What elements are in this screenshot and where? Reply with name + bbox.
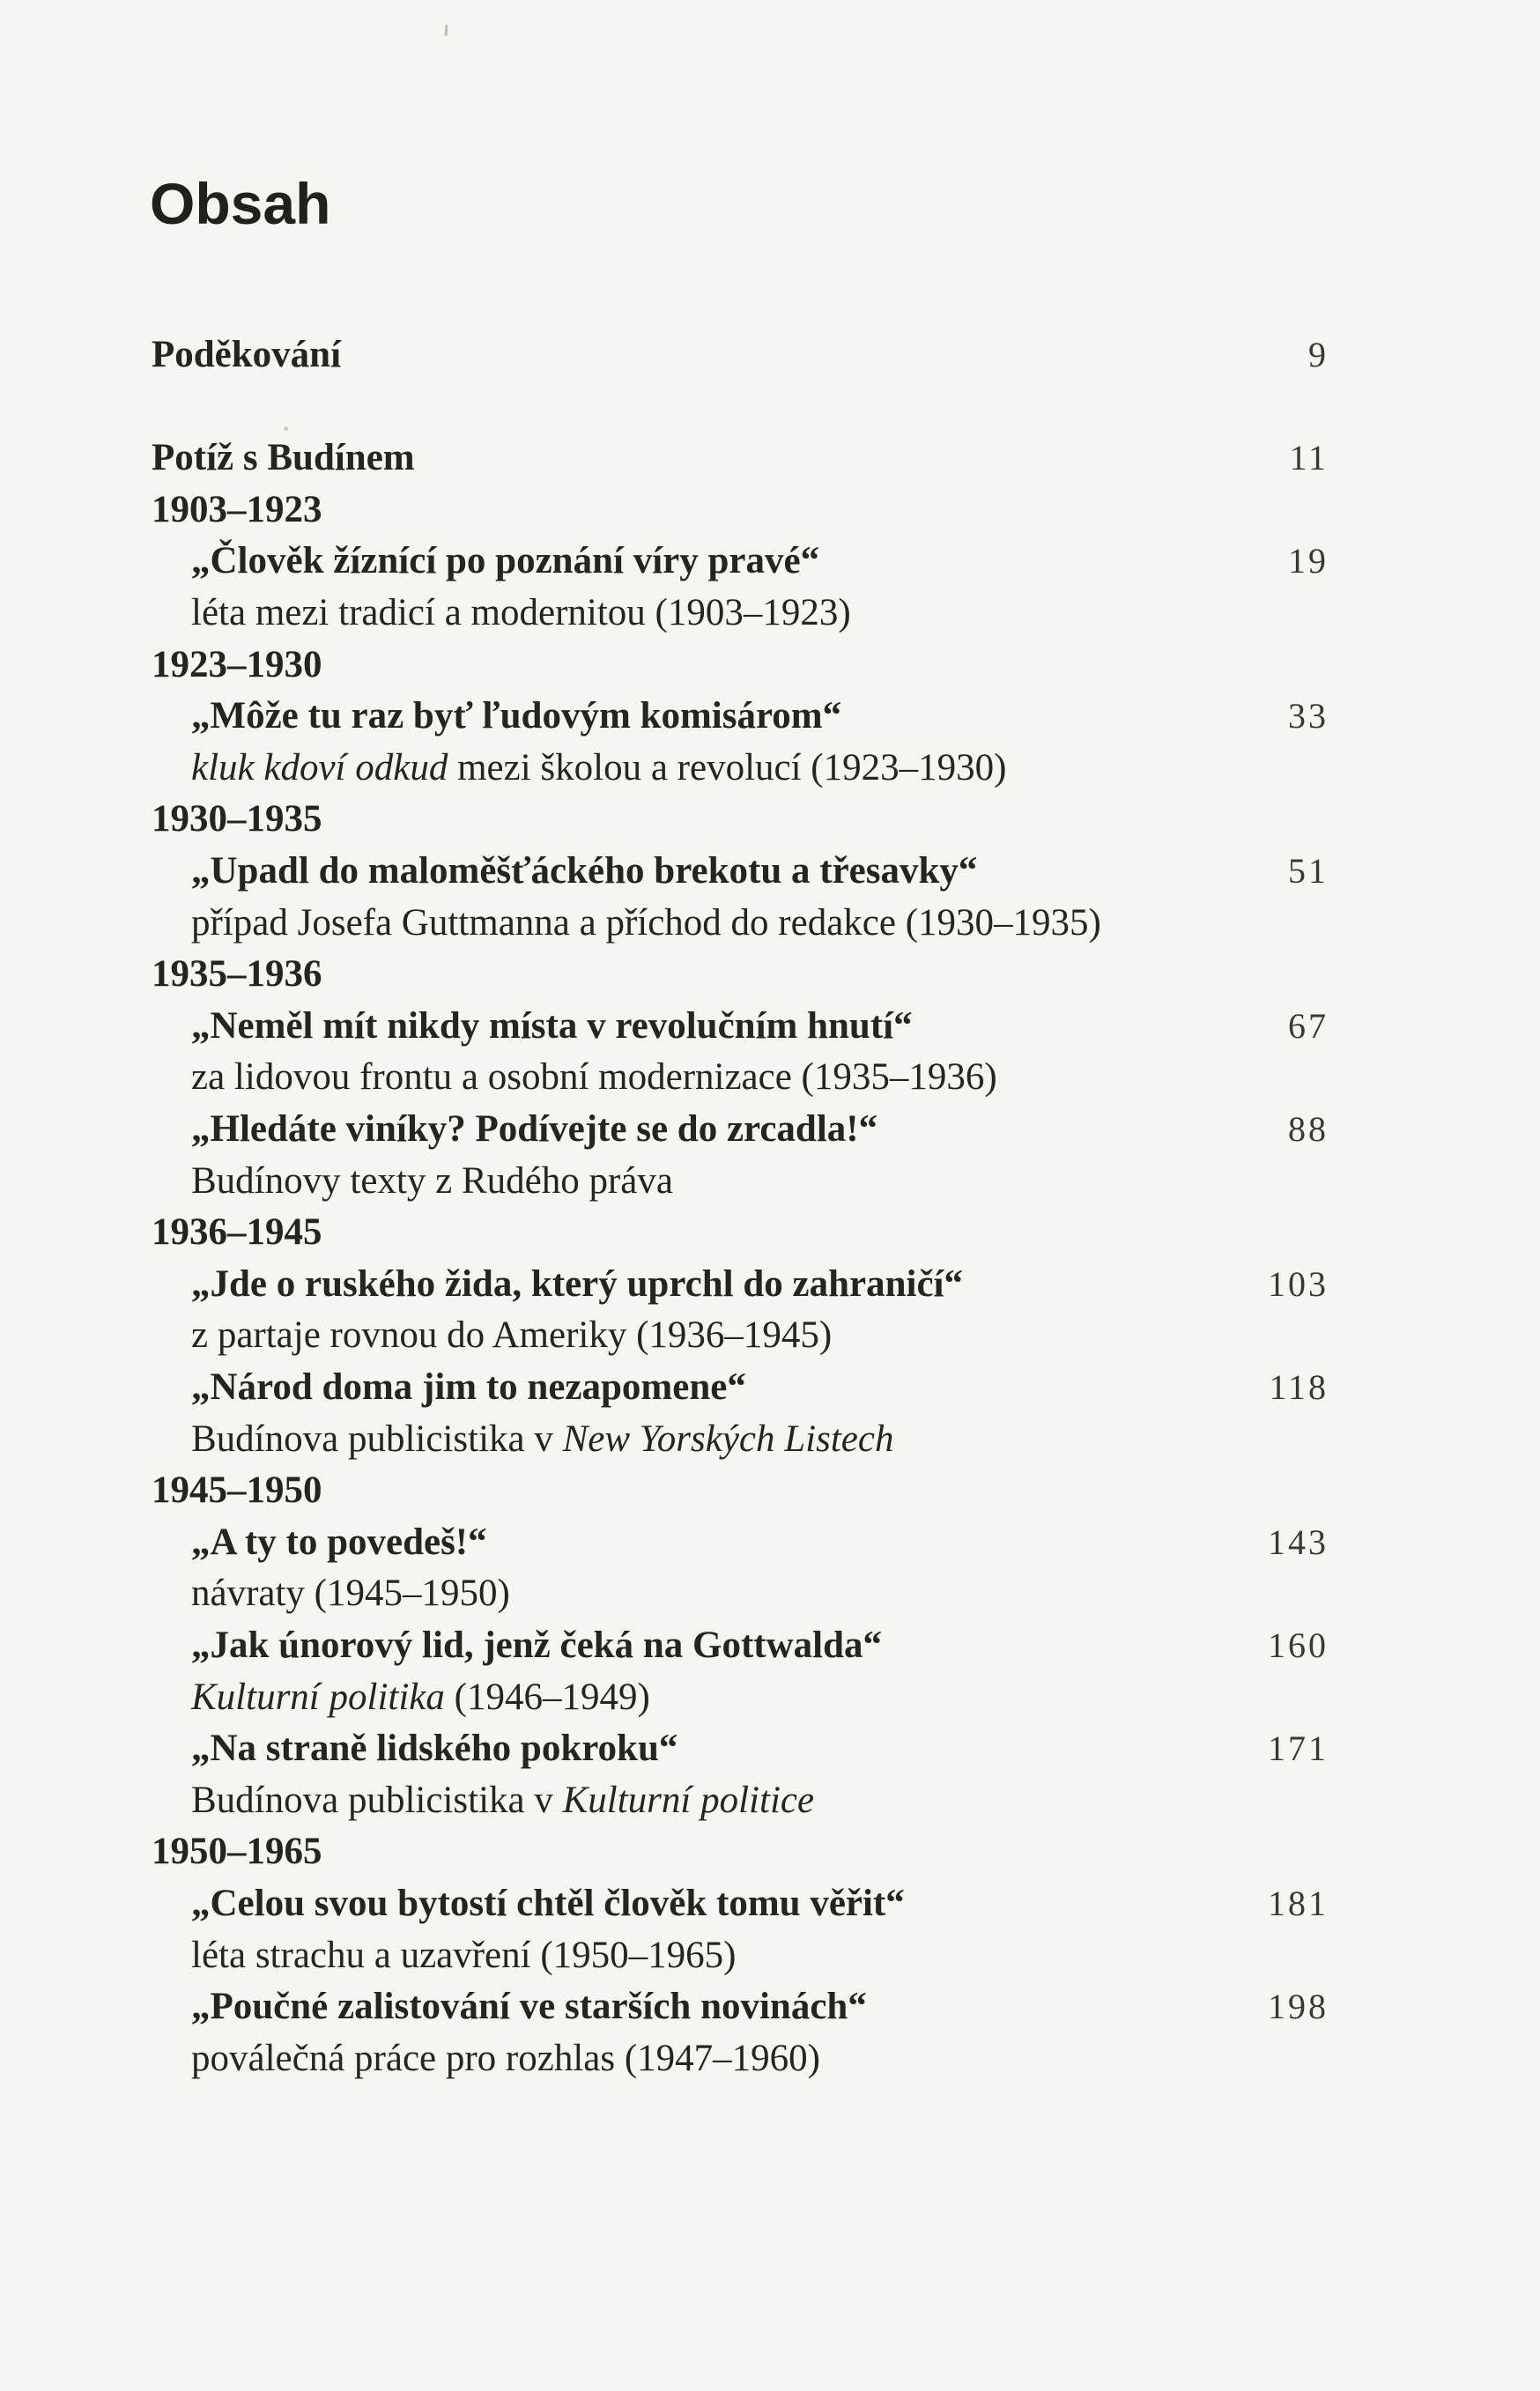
- toc-entry-segment: „Národ doma jim to nezapomene“: [191, 1366, 746, 1408]
- toc-entry-text: [191, 1981, 867, 2032]
- toc-entry-segment: 1936–1945: [152, 1211, 322, 1253]
- toc-entry-segment: Potíž s Budínem: [152, 437, 415, 478]
- toc-entry-segment: „Upadl do maloměšťáckého brekotu a třesavky“: [191, 850, 978, 892]
- toc-page-number: 198: [1268, 1987, 1329, 2026]
- toc-entry-segment: poválečná práce pro rozhlas (1947–1960): [191, 2038, 820, 2079]
- toc-entry-text: [191, 898, 1101, 949]
- toc-page-number: 88: [1288, 1109, 1329, 1149]
- toc-row: [152, 536, 1329, 587]
- toc-row: [152, 743, 1326, 794]
- toc-entry-segment: mezi školou a revolucí (1923–1930): [448, 747, 1007, 788]
- toc-entry-text: [152, 1465, 322, 1516]
- toc-row: [152, 1052, 1326, 1103]
- toc-entry-text: [191, 1156, 673, 1207]
- toc-entry-text: [191, 1517, 487, 1568]
- toc-entry-segment-italic: kluk kdoví odkud: [191, 747, 448, 788]
- toc-entry-text: [191, 1930, 736, 1981]
- toc-entry-segment: Budínova publicistika v: [191, 1780, 563, 1821]
- toc-page-number: 118: [1269, 1367, 1329, 1407]
- toc-entry-segment: Poděkování: [152, 334, 342, 375]
- toc-page-number: 51: [1288, 851, 1329, 891]
- toc-entry-segment: případ Josefa Guttmanna a příchod do redakce (1930–1935): [191, 902, 1101, 944]
- toc-row: [152, 846, 1329, 897]
- toc-entry-segment: „Hledáte viníky? Podívejte se do zrcadla!“: [191, 1108, 878, 1150]
- toc-entry-segment: 1930–1935: [152, 798, 322, 840]
- toc-row: [152, 1981, 1329, 2032]
- toc-row: [152, 898, 1326, 949]
- toc-entry-text: [191, 536, 819, 587]
- toc-entry-segment: „Môže tu raz byť ľudovým komisárom“: [191, 695, 842, 737]
- toc-row: [152, 794, 1326, 845]
- scan-speck: [284, 426, 288, 431]
- toc-row: [152, 588, 1326, 639]
- toc-page-number: 33: [1288, 696, 1329, 736]
- toc-row: [152, 1001, 1329, 1052]
- toc-entry-segment: 1923–1930: [152, 644, 322, 685]
- toc-entry-text: [191, 1104, 877, 1155]
- toc-entry-segment-italic: Kulturní politika: [191, 1677, 445, 1718]
- toc-entry-segment-italic: Kulturní politice: [562, 1780, 815, 1821]
- toc-entry-segment: (1946–1949): [444, 1677, 650, 1718]
- toc-entry-text: [191, 2033, 820, 2084]
- toc-row: [152, 1207, 1326, 1258]
- toc-entry-text: [191, 1362, 746, 1413]
- toc-row: [152, 640, 1326, 691]
- toc-entry-text: [191, 588, 851, 639]
- toc-row: [152, 1517, 1329, 1568]
- toc-page-number: 171: [1268, 1728, 1329, 1768]
- toc-row: [152, 1465, 1326, 1516]
- toc-entry-segment: „A ty to povedeš!“: [191, 1521, 487, 1563]
- toc-entry-segment: „Poučné zalistování ve starších novinách“: [191, 1986, 867, 2027]
- toc-row: [152, 949, 1326, 1000]
- toc-row: [152, 1310, 1326, 1361]
- toc-entry-segment: „Jak únorový lid, jenž čeká na Gottwalda“: [191, 1625, 883, 1666]
- toc-row: [152, 1878, 1329, 1929]
- toc-page-number: 11: [1289, 438, 1329, 477]
- toc-entry-segment: 1945–1950: [152, 1469, 322, 1511]
- toc-row: [152, 1568, 1326, 1619]
- toc-entry-segment-italic: New Yorských Listech: [562, 1418, 894, 1460]
- toc-row: [152, 1362, 1329, 1413]
- toc-entry-segment: léta mezi tradicí a modernitou (1903–1923): [191, 592, 851, 633]
- toc-entry-text: [191, 1620, 882, 1671]
- toc-page-number: 160: [1268, 1625, 1329, 1665]
- toc-entry-segment: Budínova publicistika v: [191, 1418, 563, 1460]
- toc-entry-segment: návraty (1945–1950): [191, 1573, 510, 1614]
- toc-entry-text: [191, 1878, 905, 1929]
- toc-page-number: 103: [1268, 1264, 1329, 1304]
- toc-entry-segment: „Neměl mít nikdy místa v revolučním hnutí“: [191, 1005, 913, 1047]
- toc-entry-segment: 1903–1923: [152, 489, 322, 530]
- toc-entry-text: [191, 1672, 650, 1723]
- toc-entry-text: [152, 1826, 322, 1877]
- toc-row: [152, 1156, 1326, 1207]
- toc-entry-segment: „Jde o ruského žida, který uprchl do zahraničí“: [191, 1263, 963, 1305]
- toc-row: [152, 1775, 1326, 1826]
- toc-row: [152, 433, 1329, 484]
- toc-entry-text: [191, 743, 1006, 794]
- toc-entry-text: [191, 1568, 510, 1619]
- toc-row: [152, 2033, 1326, 2084]
- toc-page-number: 19: [1288, 541, 1329, 581]
- toc-row: [152, 1104, 1329, 1155]
- toc-page-number: 143: [1268, 1522, 1329, 1562]
- toc-entry-text: [191, 1414, 893, 1465]
- toc-row: [152, 329, 1329, 381]
- toc-entry-text: [191, 691, 841, 742]
- toc-entry-text: [152, 1207, 322, 1258]
- toc-entry-text: [191, 1052, 997, 1103]
- toc-page-number: 9: [1308, 335, 1329, 374]
- toc-row: [152, 1826, 1326, 1877]
- toc-entry-segment: 1950–1965: [152, 1831, 322, 1872]
- toc-row: [152, 1259, 1329, 1310]
- toc-row: [152, 485, 1326, 536]
- toc-entry-text: [191, 1259, 963, 1310]
- toc-entry-text: [191, 1001, 913, 1052]
- toc-entry-text: [152, 329, 341, 381]
- toc-entry-text: [191, 1723, 677, 1774]
- toc-entry-text: [191, 1310, 832, 1361]
- page-title: Obsah: [150, 171, 331, 236]
- toc-row: [152, 1672, 1326, 1723]
- toc-row: [152, 1930, 1326, 1981]
- toc-entry-segment: 1935–1936: [152, 953, 322, 995]
- toc-entry-segment: „Člověk žíznící po poznání víry pravé“: [191, 540, 820, 581]
- toc-page-number: 181: [1268, 1884, 1329, 1923]
- toc-entry-text: [152, 640, 322, 691]
- toc-entry-segment: „Na straně lidského pokroku“: [191, 1728, 678, 1769]
- toc-row: [152, 1414, 1326, 1465]
- toc-entry-text: [152, 433, 415, 484]
- toc-entry-text: [152, 485, 322, 536]
- toc-entry-text: [152, 794, 322, 845]
- toc-page-number: 67: [1288, 1006, 1329, 1046]
- toc-entry-segment: Budínovy texty z Rudého práva: [191, 1160, 673, 1202]
- toc-row: [152, 691, 1329, 742]
- toc-entry-text: [152, 949, 322, 1000]
- toc-entry-segment: léta strachu a uzavření (1950–1965): [191, 1935, 737, 1976]
- toc-entry-segment: „Celou svou bytostí chtěl člověk tomu věřit“: [191, 1883, 905, 1924]
- toc-entry-text: [191, 846, 977, 897]
- toc-entry-segment: z partaje rovnou do Ameriky (1936–1945): [191, 1314, 833, 1356]
- toc-entry-segment: za lidovou frontu a osobní modernizace (1935–1936): [191, 1056, 997, 1098]
- toc-row: [152, 1620, 1329, 1671]
- toc-row: [152, 1723, 1329, 1774]
- toc-entry-text: [191, 1775, 814, 1826]
